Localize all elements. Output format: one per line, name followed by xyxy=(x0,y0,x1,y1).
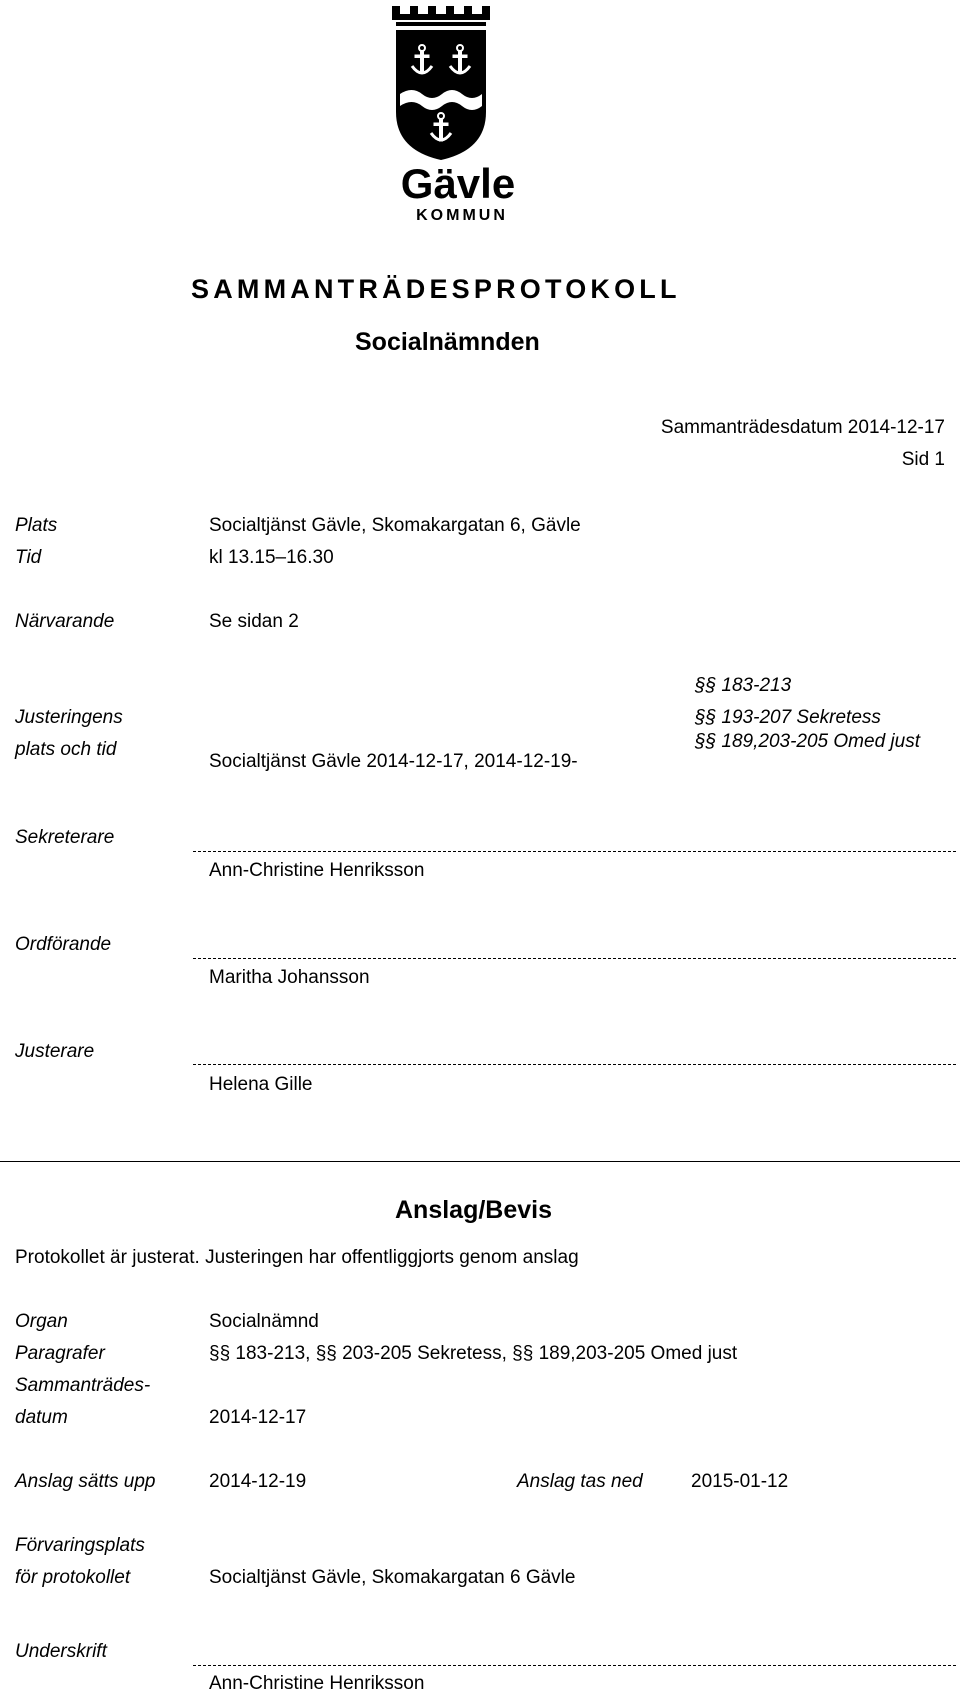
signature-line xyxy=(193,1064,956,1065)
signature-label: Underskrift xyxy=(15,1641,107,1662)
meeting-date-value: 2014-12-17 xyxy=(209,1407,307,1428)
storage-label-line2: för protokollet xyxy=(15,1567,131,1588)
adjustment-paragraph: §§ 193-207 Sekretess xyxy=(695,707,881,728)
storage-value: Socialtjänst Gävle, Skomakargatan 6 Gävle xyxy=(209,1567,576,1588)
meeting-date: Sammanträdesdatum 2014-12-17 xyxy=(660,417,945,438)
organ-value: Socialnämnd xyxy=(209,1311,319,1332)
time-value: kl 13.15–16.30 xyxy=(209,547,334,568)
adjustment-label-line1: Justeringens xyxy=(15,707,123,728)
adjustment-label-line2: plats och tid xyxy=(15,739,117,760)
crown-icon xyxy=(392,6,490,26)
board-name: Socialnämnden xyxy=(355,328,540,356)
document-title: SAMMANTRÄDESPROTOKOLL xyxy=(191,274,681,304)
removed-label: Anslag tas ned xyxy=(517,1471,643,1492)
signature-line xyxy=(193,851,956,852)
adjustment-paragraph: §§ 183-213 xyxy=(695,675,792,696)
signature-line xyxy=(193,1665,956,1666)
signature-role: Sekreterare xyxy=(15,827,115,848)
signature-name: Ann-Christine Henriksson xyxy=(209,1673,425,1694)
signature-role: Justerare xyxy=(15,1041,95,1062)
notice-statement: Protokollet är justerat. Justeringen har offentliggjorts genom anslag xyxy=(15,1247,579,1268)
present-label: Närvarande xyxy=(15,611,115,632)
place-value: Socialtjänst Gävle, Skomakargatan 6, Gävle xyxy=(209,515,581,536)
posted-label: Anslag sätts upp xyxy=(15,1471,156,1492)
adjustment-paragraph: §§ 189,203-205 Omed just xyxy=(695,731,920,752)
signature-name: Ann-Christine Henriksson xyxy=(209,860,425,881)
posted-value: 2014-12-19 xyxy=(209,1471,307,1492)
page-number: Sid 1 xyxy=(901,449,945,470)
present-value: Se sidan 2 xyxy=(209,611,299,632)
gavle-kommun-logo xyxy=(390,2,526,222)
meeting-date-label-line1: Sammanträdes- xyxy=(15,1375,151,1396)
section-divider xyxy=(0,1161,960,1162)
place-label: Plats xyxy=(15,515,58,536)
adjustment-value: Socialtjänst Gävle 2014-12-17, 2014-12-19- xyxy=(209,751,578,772)
signature-role: Ordförande xyxy=(15,934,112,955)
organ-label: Organ xyxy=(15,1311,68,1332)
logo-wordmark: Gävle xyxy=(400,160,516,207)
signature-name: Helena Gille xyxy=(209,1074,313,1095)
time-label: Tid xyxy=(15,547,42,568)
storage-label-line1: Förvaringsplats xyxy=(15,1535,145,1556)
notice-title: Anslag/Bevis xyxy=(395,1196,553,1224)
paragraphs-label: Paragrafer xyxy=(15,1343,105,1364)
paragraphs-value: §§ 183-213, §§ 203-205 Sekretess, §§ 189,203-205 Omed just xyxy=(209,1343,738,1364)
logo-subtitle: KOMMUN xyxy=(416,207,508,222)
removed-value: 2015-01-12 xyxy=(691,1471,789,1492)
signature-line xyxy=(193,958,956,959)
signature-name: Maritha Johansson xyxy=(209,967,370,988)
shield-icon xyxy=(396,30,486,160)
meeting-date-label-line2: datum xyxy=(15,1407,68,1428)
